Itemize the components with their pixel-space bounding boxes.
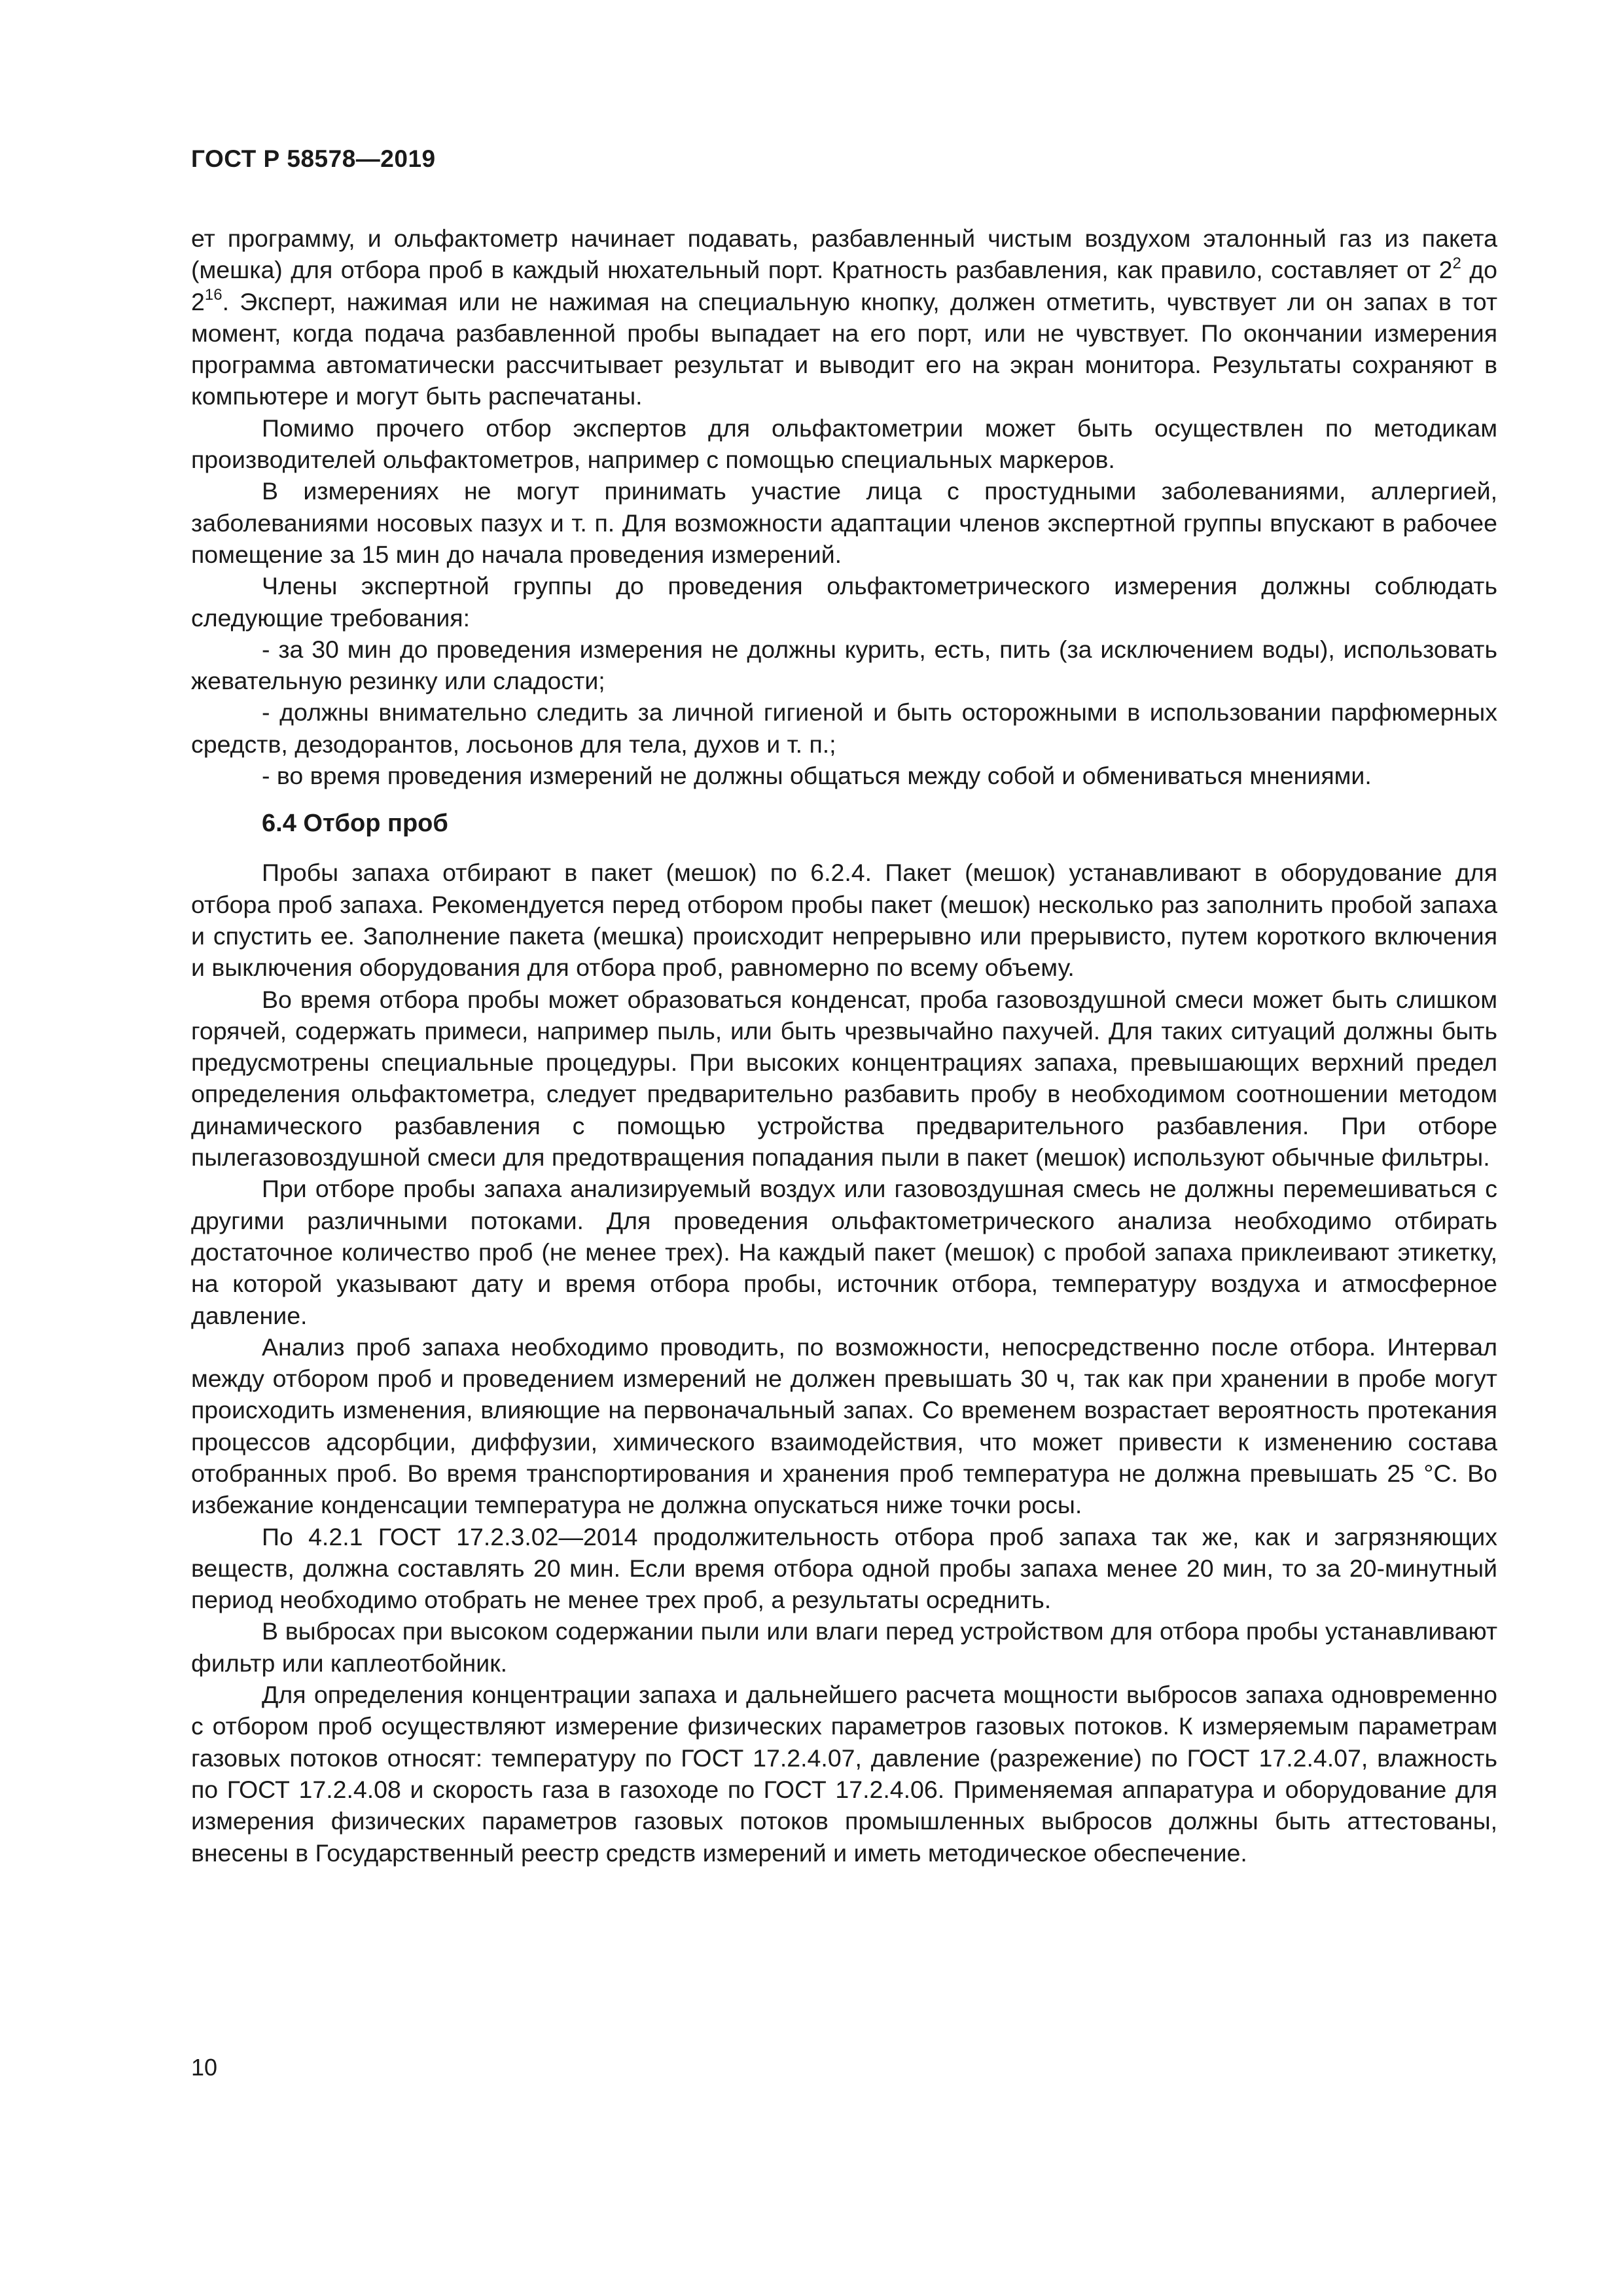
paragraph: Члены экспертной группы до проведения ольфактометрического измерения должны соблюдать следующие требования: xyxy=(191,572,1497,632)
list-item: - должны внимательно следить за личной гигиеной и быть осторожными в использовании парфюмерных средств, дезодорантов, лосьонов для тела, духов и т. п.; xyxy=(191,698,1497,758)
section-heading: 6.4 Отбор проб xyxy=(262,810,448,838)
paragraph: Помимо прочего отбор экспертов для ольфактометрии может быть осуществлен по методикам производителей ольфактометров, например с помощью специальных маркеров. xyxy=(191,414,1497,474)
paragraph: При отборе пробы запаха анализируемый воздух или газовоздушная смесь не должны перемешиваться с другими различными потоками. Для проведения ольфактометрического анализа необходимо отбирать достаточное количество проб (не менее трех). На каждый пакет (мешок) с пробой запаха приклеивают этикетку, на которой указывают дату и время отбора пробы, источник отбора, температуру воздуха и атмосферное давление. xyxy=(191,1175,1497,1329)
document-header-code: ГОСТ Р 58578—2019 xyxy=(191,145,436,172)
paragraph: Для определения концентрации запаха и дальнейшего расчета мощности выбросов запаха одновременно с отбором проб осуществляют измерение физических параметров газовых потоков. К измеряемым параметрам газовых потоков относят: температуру по ГОСТ 17.2.4.07, давление (разрежение) по ГОСТ 17.2.4.07, влажность по ГОСТ 17.2.4.08 и скорость газа в газоходе по ГОСТ 17.2.4.06. Применяемая аппаратура и оборудование для измерения физических параметров газовых потоков промышленных выбросов должны быть аттестованы, внесены в Государственный реестр средств измерений и иметь методическое обеспечение. xyxy=(191,1681,1497,1867)
paragraph: По 4.2.1 ГОСТ 17.2.3.02—2014 продолжительность отбора проб запаха так же, как и загрязняющих веществ, должна составлять 20 мин. Если время отбора одной пробы запаха менее 20 мин, то за 20-минутный период необходимо отобрать не менее трех проб, а результаты осреднить. xyxy=(191,1522,1497,1614)
document-body xyxy=(191,223,1497,1869)
paragraph: В выбросах при высоком содержании пыли или влаги перед устройством для отбора пробы устанавливают фильтр или каплеотбойник. xyxy=(191,1617,1497,1677)
paragraph: Анализ проб запаха необходимо проводить, по возможности, непосредственно после отбора. Интервал между отбором проб и проведением измерений не должен превышать 30 ч, так как при хранении в пробе могут происходить изменения, влияющие на первоначальный запах. Со временем возрастает вероятность протекания процессов адсорбции, диффузии, химического взаимодействия, что может привести к изменению состава отобранных проб. Во время транспортирования и хранения проб температура не должна превышать 25 °С. Во избежание конденсации температура не должна опускаться ниже точки росы. xyxy=(191,1333,1497,1519)
page-number: 10 xyxy=(191,2054,218,2081)
paragraph-continuation xyxy=(191,223,1497,412)
list-item: - за 30 мин до проведения измерения не должны курить, есть, пить (за исключением воды), использовать жевательную резинку или сладости; xyxy=(191,635,1497,695)
paragraph: Во время отбора пробы может образоваться конденсат, проба газовоздушной смеси может быть слишком горячей, содержать примеси, например пыль, или быть чрезвычайно пахучей. Для таких ситуаций должны быть предусмотрены специальные процедуры. При высоких концентрациях запаха, превышающих верхний предел определения ольфактометра, следует предварительно разбавить пробу в необходимом соотношении методом динамического разбавления с помощью устройства предварительного разбавления. При отборе пылегазовоздушной смеси для предотвращения попадания пыли в пакет (мешок) используют обычные фильтры. xyxy=(191,985,1497,1172)
paragraph: Пробы запаха отбирают в пакет (мешок) по 6.2.4. Пакет (мешок) устанавливают в оборудование для отбора проб запаха. Рекомендуется перед отбором пробы пакет (мешок) несколько раз заполнить пробой запаха и спустить ее. Заполнение пакета (мешка) происходит непрерывно или прерывисто, путем короткого включения и выключения оборудования для отбора проб, равномерно по всему объему. xyxy=(191,859,1497,982)
superscript-exponent: 16 xyxy=(204,286,223,304)
paragraph-text: . Эксперт, нажимая или не нажимая на специальную кнопку, должен отметить, чувствует ли он запах в тот момент, когда подача разбавленной пробы выпадает на его порт, или не чувствует. По окончании измерения программа автоматически рассчитывает результат и выводит его на экран монитора. Результаты сохраняют в компьютере и могут быть распечатаны. xyxy=(191,287,1497,410)
list-item: - во время проведения измерений не должны общаться между собой и обмениваться мнениями. xyxy=(262,762,1372,790)
superscript-exponent: 2 xyxy=(1452,254,1461,272)
paragraph: В измерениях не могут принимать участие лица с простудными заболеваниями, аллергией, заболеваниями носовых пазух и т. п. Для возможности адаптации членов экспертной группы впускают в рабочее помещение за 15 мин до начала проведения измерений. xyxy=(191,477,1497,568)
paragraph-text: до 2 xyxy=(191,256,1498,315)
paragraph-text: ет программу, и ольфактометр начинает подавать, разбавленный чистым воздухом эталонный газ из пакета (мешка) для отбора проб в каждый нюхательный порт. Кратность разбавления, как правило, составляет от 2 xyxy=(191,224,1497,284)
